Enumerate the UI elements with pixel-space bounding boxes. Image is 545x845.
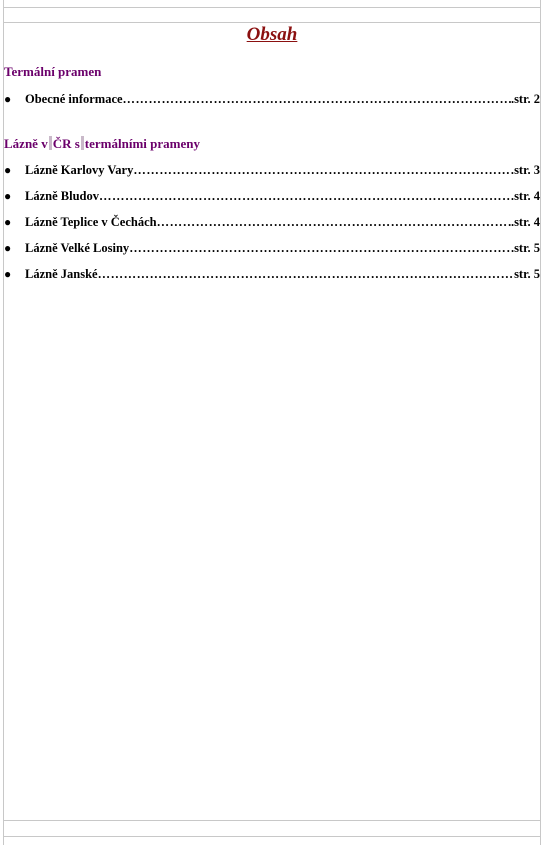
bullet-icon: ●: [4, 215, 12, 229]
toc-entry-page: .str. 4: [510, 215, 540, 229]
toc-list-thermal-spring: [4, 86, 540, 112]
toc-entry-page: .str. 5: [510, 241, 540, 255]
toc-entry[interactable]: [4, 157, 540, 183]
bullet-icon: ●: [4, 241, 12, 255]
toc-entry[interactable]: [4, 261, 540, 287]
dot-leader: [123, 86, 511, 112]
toc-entry-line: [25, 183, 540, 209]
toc-entry-line: [25, 235, 540, 261]
toc-entry-page: str. 3: [514, 163, 540, 177]
text-marker: [49, 136, 52, 150]
section-heading-text: Termální pramen: [4, 64, 102, 79]
bullet-icon: ●: [4, 92, 12, 106]
dot-leader: [98, 261, 514, 287]
toc-entry-page: str. 4: [514, 189, 540, 203]
page-border-bottom-outer: [3, 836, 540, 837]
document-page: [4, 23, 540, 820]
bullet-icon: ●: [4, 189, 12, 203]
dot-leader: [133, 157, 514, 183]
toc-entry[interactable]: [4, 183, 540, 209]
toc-entry[interactable]: [4, 235, 540, 261]
page-title: Obsah: [246, 24, 298, 45]
toc-entry[interactable]: [4, 209, 540, 235]
page-border-bottom-inner: [3, 820, 540, 821]
toc-entry-line: [25, 261, 540, 287]
toc-entry-label: Lázně Teplice v Čechách: [25, 215, 157, 229]
section-heading-text-part-3: termálními prameny: [84, 136, 200, 151]
section-heading-spas-in-cr: [4, 136, 540, 152]
dot-leader: [129, 235, 511, 261]
bullet-icon: ●: [4, 163, 12, 177]
text-marker: [81, 136, 84, 150]
section-heading-text-part-2: ČR s: [52, 136, 80, 151]
toc-entry-line: [25, 209, 540, 235]
section-heading-thermal-spring: [4, 64, 540, 80]
toc-entry-page: str. 5: [514, 267, 540, 281]
toc-entry-label: Obecné informace: [25, 92, 123, 106]
toc-entry-label: Lázně Karlovy Vary: [25, 163, 134, 177]
toc-entry-page: .str. 2: [510, 92, 540, 106]
dot-leader: [157, 209, 511, 235]
toc-entry-line: [25, 86, 540, 112]
toc-entry[interactable]: [4, 86, 540, 112]
page-border-right: [540, 0, 541, 845]
bullet-icon: ●: [4, 267, 12, 281]
toc-entry-label: Lázně Janské: [25, 267, 98, 281]
toc-entry-label: Lázně Bludov: [25, 189, 99, 203]
toc-entry-label: Lázně Velké Losiny: [25, 241, 130, 255]
section-heading-text-part-1: Lázně v: [4, 136, 48, 151]
toc-entry-line: [25, 157, 540, 183]
page-border-top-outer: [3, 7, 540, 8]
toc-list-spas: [4, 157, 540, 287]
dot-leader: [99, 183, 514, 209]
